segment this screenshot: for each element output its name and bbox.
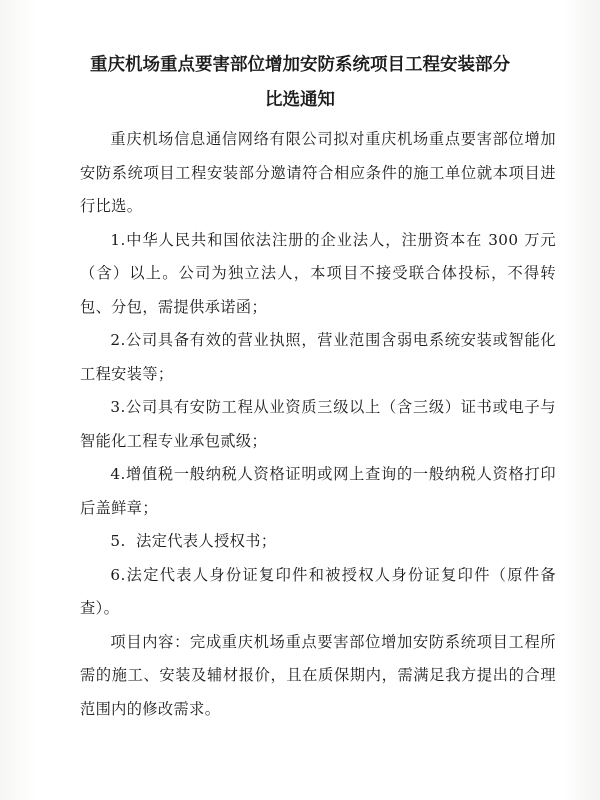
requirement-5: 5. 法定代表人授权书；: [110, 532, 277, 550]
title-line-1: 重庆机场重点要害部位增加安防系统项目工程安装部分: [90, 55, 510, 75]
requirement-3: 3.公司具有安防工程从业资质三级以上（含三级）证书或电子与智能化工程专业承包贰级；: [80, 398, 556, 450]
intro-paragraph: 重庆机场信息通信网络有限公司拟对重庆机场重点要害部位增加安防系统项目工程安装部分邀请符合相应条件的施工单位就本项目进行比选。: [80, 130, 556, 215]
requirement-4: 4.增值税一般纳税人资格证明或网上查询的一般纳税人资格打印后盖鲜章；: [80, 465, 556, 517]
requirement-6: 6.法定代表人身份证复印件和被授权人身份证复印件（原件备查）。: [80, 565, 556, 617]
document-body: [80, 123, 556, 726]
project-content-paragraph: 项目内容：完成重庆机场重点要害部位增加安防系统项目工程所需的施工、安装及辅材报价，且在质保期内，需满足我方提出的合理范围内的修改需求。: [80, 632, 556, 718]
requirement-1: 1.中华人民共和国依法注册的企业法人，注册资本在 300 万元（含）以上。公司为独立法人，本项目不接受联合体投标，不得转包、分包，需提供承诺函；: [80, 230, 556, 316]
requirement-2: 2.公司具备有效的营业执照，营业范围含弱电系统安装或智能化工程安装等；: [80, 331, 556, 383]
document-title: [0, 52, 600, 113]
title-line-2: 比选通知: [265, 90, 335, 110]
